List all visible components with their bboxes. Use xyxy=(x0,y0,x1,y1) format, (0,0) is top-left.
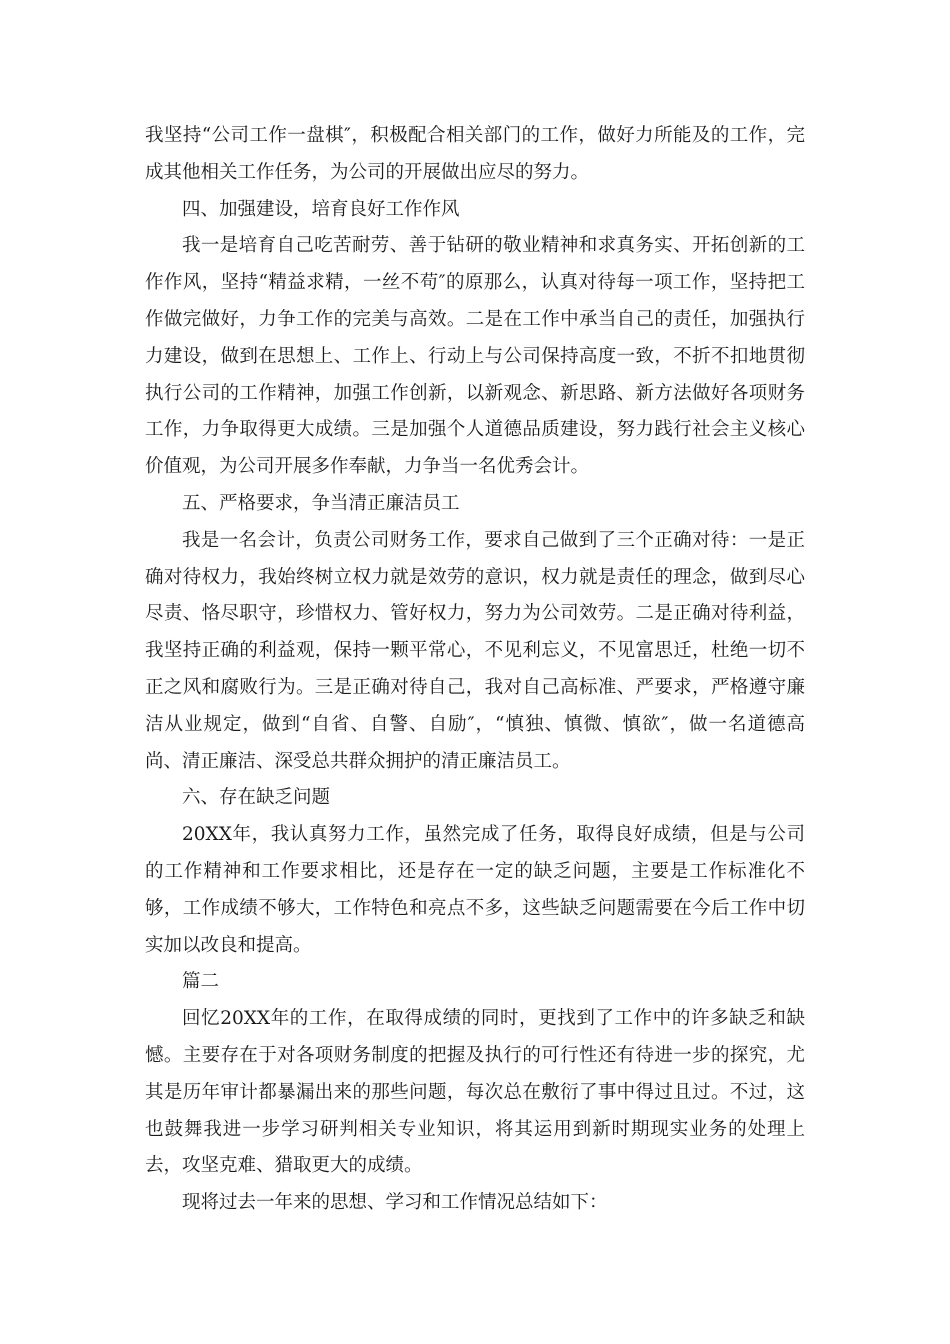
paragraph: 我是一名会计，负责公司财务工作，要求自己做到了三个正确对待：一是正确对待权力，我始终树立权力就是效劳的意识，权力就是责任的理念，做到尽心尽责、恪尽职守，珍惜权力、管好权力，努力为公司效劳。二是正确对待利益，我坚持正确的利益观，保持一颗平常心，不见利忘义，不见富思迁，杜绝一切不正之风和腐败行为。三是正确对待自己，我对自己高标准、严要求，严格遵守廉洁从业规定，做到“自省、自警、自励″，“慎独、慎微、慎欲″，做一名道德高尚、清正廉洁、深受总共群众拥护的清正廉洁员工。 xyxy=(145,529,805,772)
paragraph: 我坚持“公司工作一盘棋″，积极配合相关部门的工作，做好力所能及的工作，完成其他相关工作任务，为公司的开展做出应尽的努力。 xyxy=(145,125,805,183)
paragraph: 我一是培育自己吃苦耐劳、善于钻研的敬业精神和求真务实、开拓创新的工作作风，坚持“精益求精，一丝不苟″的原那么，认真对待每一项工作，坚持把工作做完做好，力争工作的完美与高效。二是在工作中承当自己的责任，加强执行力建设，做到在思想上、工作上、行动上与公司保持高度一致，不折不扣地贯彻执行公司的工作精神，加强工作创新，以新观念、新思路、新方法做好各项财务工作，力争取得更大成绩。三是加强个人道德品质建设，努力践行社会主义核心价值观，为公司开展多作奉献，力争当一名优秀会计。 xyxy=(145,235,805,478)
paragraph: 20XX年，我认真努力工作，虽然完成了任务，取得良好成绩，但是与公司的工作精神和工作要求相比，还是存在一定的缺乏问题，主要是工作标准化不够，工作成绩不够大，工作特色和亮点不多，这些缺乏问题需要在今后工作中切实加以改良和提高。 xyxy=(145,824,805,956)
section-heading-5: 五、严格要求，争当清正廉洁员工 xyxy=(182,492,460,514)
section-heading-4: 四、加强建设，培育良好工作作风 xyxy=(182,198,460,220)
part-heading: 篇二 xyxy=(182,971,220,993)
paragraph: 现将过去一年来的思想、学习和工作情况总结如下： xyxy=(182,1192,608,1214)
section-heading-6: 六、存在缺乏问题 xyxy=(182,787,331,809)
paragraph: 回忆20XX年的工作，在取得成绩的同时，更找到了工作中的许多缺乏和缺憾。主要存在于对各项财务制度的把握及执行的可行性还有待进一步的探究，尤其是历年审计都暴漏出来的那些问题，每次总在敷衍了事中得过且过。不过，这也鼓舞我进一步学习研判相关专业知识，将其运用到新时期现实业务的处理上去，攻坚克难、猎取更大的成绩。 xyxy=(145,1008,805,1177)
document-body xyxy=(145,118,805,1222)
